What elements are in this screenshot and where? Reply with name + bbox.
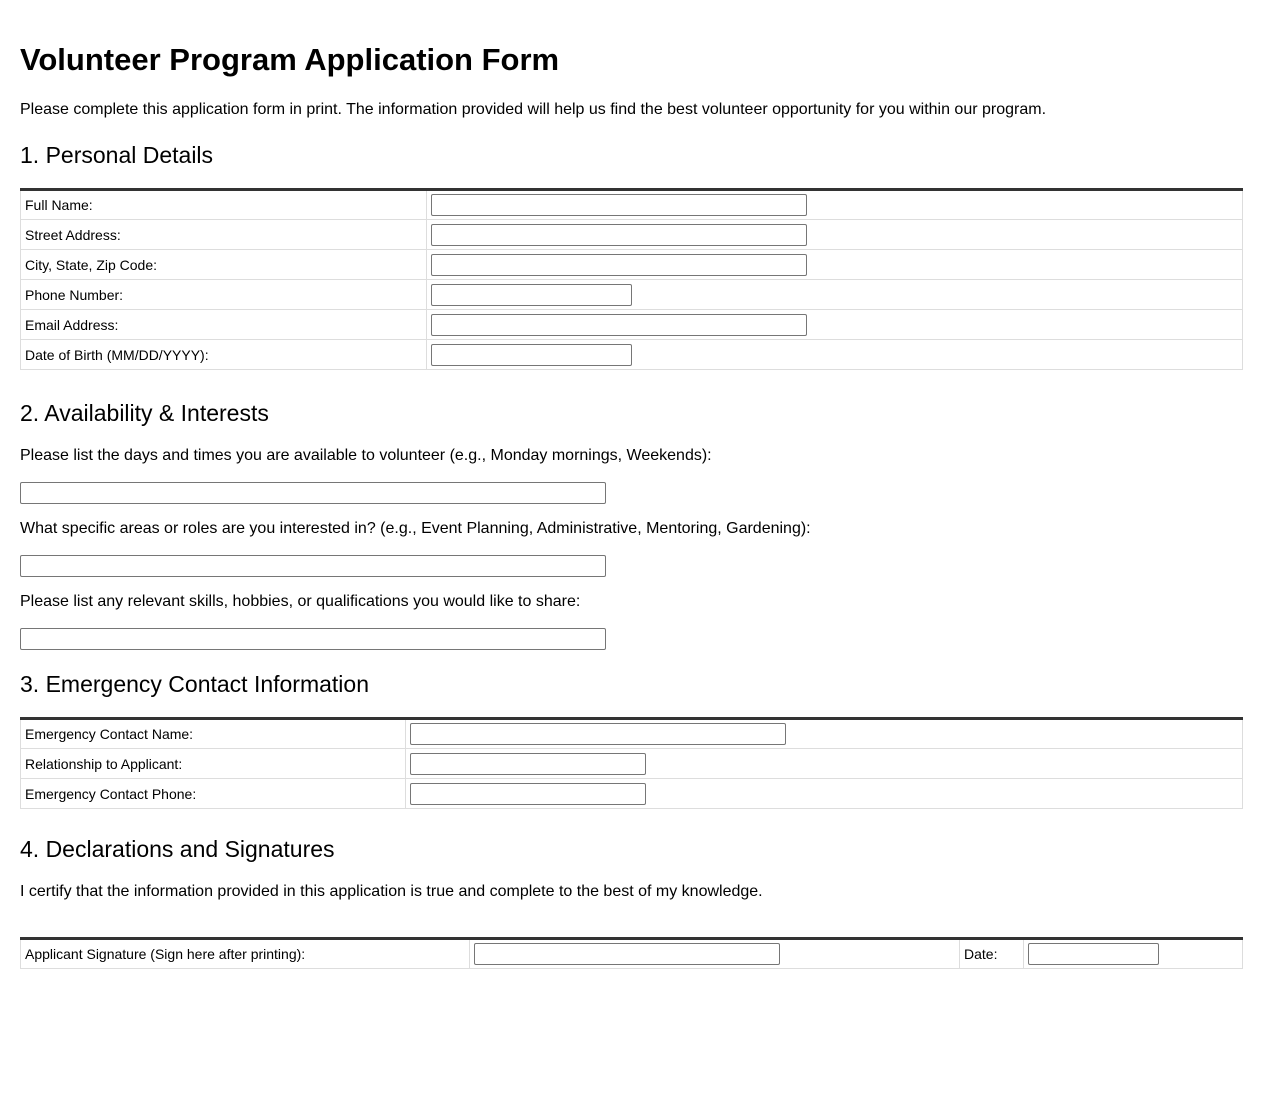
emergency-contact-phone-field[interactable] <box>410 783 646 805</box>
full-name-label: Full Name: <box>21 190 427 220</box>
table-row <box>21 250 1243 280</box>
emergency-contact-name-field[interactable] <box>410 723 786 745</box>
interests-question: What specific areas or roles are you interested in? (e.g., Event Planning, Administrative, Mentoring, Gardening): <box>20 520 811 537</box>
section-heading-availability-interests: 2. Availability & Interests <box>20 400 269 426</box>
skills-field[interactable] <box>20 628 606 650</box>
signature-date-field[interactable] <box>1028 943 1159 965</box>
skills-question: Please list any relevant skills, hobbies, or qualifications you would like to share: <box>20 593 581 610</box>
table-row <box>21 280 1243 310</box>
date-label: Date: <box>960 939 1024 969</box>
emergency-contact-name-label: Emergency Contact Name: <box>21 719 406 749</box>
table-row <box>21 340 1243 370</box>
city-state-zip-field[interactable] <box>431 254 807 276</box>
signature-table <box>20 937 1243 969</box>
table-row <box>21 220 1243 250</box>
page-title: Volunteer Program Application Form <box>20 42 560 77</box>
availability-field[interactable] <box>20 482 606 504</box>
personal-details-table <box>20 188 1243 370</box>
availability-question: Please list the days and times you are available to volunteer (e.g., Monday mornings, Weekends): <box>20 447 712 464</box>
street-address-label: Street Address: <box>21 220 427 250</box>
table-row <box>21 779 1243 809</box>
signature-field[interactable] <box>474 943 780 965</box>
date-of-birth-field[interactable] <box>431 344 632 366</box>
email-address-field[interactable] <box>431 314 807 336</box>
relationship-label: Relationship to Applicant: <box>21 749 406 779</box>
email-address-label: Email Address: <box>21 310 427 340</box>
section-heading-declarations: 4. Declarations and Signatures <box>20 836 335 862</box>
table-row <box>21 310 1243 340</box>
table-row <box>21 749 1243 779</box>
intro-text: Please complete this application form in print. The information provided will help us find the best volunteer opportunity for you within our program. <box>20 101 1047 118</box>
interests-field[interactable] <box>20 555 606 577</box>
street-address-field[interactable] <box>431 224 807 246</box>
emergency-contact-table <box>20 717 1243 809</box>
section-heading-emergency-contact: 3. Emergency Contact Information <box>20 671 369 697</box>
city-state-zip-label: City, State, Zip Code: <box>21 250 427 280</box>
phone-number-field[interactable] <box>431 284 632 306</box>
phone-number-label: Phone Number: <box>21 280 427 310</box>
emergency-contact-phone-label: Emergency Contact Phone: <box>21 779 406 809</box>
relationship-field[interactable] <box>410 753 646 775</box>
date-of-birth-label: Date of Birth (MM/DD/YYYY): <box>21 340 427 370</box>
table-row <box>21 190 1243 220</box>
signature-label: Applicant Signature (Sign here after printing): <box>21 939 470 969</box>
table-row <box>21 939 1243 969</box>
table-row <box>21 719 1243 749</box>
certification-statement: I certify that the information provided in this application is true and complete to the best of my knowledge. <box>20 883 763 900</box>
full-name-field[interactable] <box>431 194 807 216</box>
section-heading-personal-details: 1. Personal Details <box>20 142 214 168</box>
